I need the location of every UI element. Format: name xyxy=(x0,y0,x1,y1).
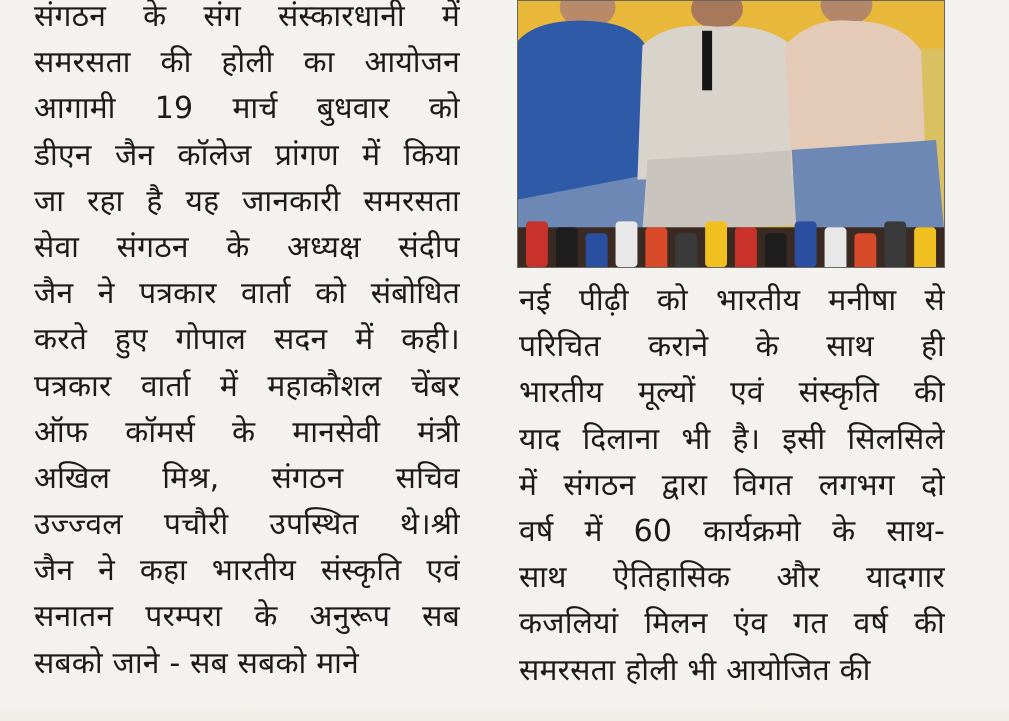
left-column-line: आगामी 19 मार्च बुधवार को xyxy=(34,91,460,127)
table-microphone xyxy=(586,233,608,267)
left-column-line: संगठन के संग संस्कारधानी में xyxy=(34,0,460,34)
right-column-line: कजलियां मिलन एंव गत वर्ष की xyxy=(519,606,945,642)
right-column-line: वर्ष में 60 कार्यक्रमो के साथ- xyxy=(519,513,945,549)
right-column-line: समरसता होली भी आयोजित की xyxy=(519,652,871,688)
table-microphone xyxy=(795,221,817,267)
table-microphone xyxy=(735,227,757,267)
left-column-line: करते हुए गोपाल सदन में कही। xyxy=(34,322,460,358)
left-column-line: समरसता की होली का आयोजन xyxy=(34,45,460,81)
article-column-right xyxy=(519,278,945,694)
table-microphone xyxy=(705,221,727,267)
person-right-jeans xyxy=(792,140,944,234)
table-microphone xyxy=(675,233,697,267)
person-center-trousers xyxy=(642,150,816,231)
table-microphone xyxy=(854,233,876,267)
left-column-line: जैन ने पत्रकार वार्ता को संबोधित xyxy=(34,276,460,312)
right-column-line: नई पीढ़ी को भारतीय मनीषा से xyxy=(519,283,945,318)
left-column-line: सेवा संगठन के अध्यक्ष संदीप xyxy=(34,229,460,265)
right-column-line: भारतीय मूल्यों एवं संस्कृति की xyxy=(519,375,945,411)
table-microphone xyxy=(556,227,578,267)
table-microphone xyxy=(645,227,667,267)
left-column-line: जा रहा है यह जानकारी समरसता xyxy=(34,183,460,219)
left-column-line: अखिल मिश्र, संगठन सचिव xyxy=(34,460,460,496)
press-conference-photo xyxy=(517,0,945,268)
handheld-microphone xyxy=(702,31,712,91)
right-column-line: याद दिलाना भी है। इसी सिलसिले xyxy=(519,421,945,457)
table-microphone xyxy=(616,221,638,267)
left-column-line: सबको जाने - सब सबको माने xyxy=(34,645,359,681)
press-conference-photo-drawing xyxy=(518,1,944,267)
article-column-left xyxy=(34,0,460,687)
left-column-line: पत्रकार वार्ता में महाकौशल चेंबर xyxy=(34,368,460,404)
table-microphone xyxy=(765,233,787,267)
table-microphone xyxy=(526,221,548,267)
left-column-line: जैन ने कहा भारतीय संस्कृति एवं xyxy=(34,553,460,589)
press-table xyxy=(518,227,944,267)
right-column-line: में संगठन द्वारा विगत लगभग दो xyxy=(519,467,945,503)
left-column-line: ऑफ कॉमर्स के मानसेवी मंत्री xyxy=(34,414,460,450)
right-column-line: साथ ऐतिहासिक और यादगार xyxy=(519,560,945,596)
left-column-line: उज्ज्वल पचौरी उपस्थित थे।श्री xyxy=(34,507,460,543)
page-cutoff xyxy=(0,706,1009,721)
table-microphone xyxy=(914,227,936,267)
table-microphone xyxy=(884,221,906,267)
right-column-line: परिचित कराने के साथ ही xyxy=(519,329,945,365)
left-column-line: सनातन परम्परा के अनुरूप सब xyxy=(34,599,460,635)
table-microphone xyxy=(825,227,847,267)
left-column-line: डीएन जैन कॉलेज प्रांगण में किया xyxy=(34,137,460,173)
